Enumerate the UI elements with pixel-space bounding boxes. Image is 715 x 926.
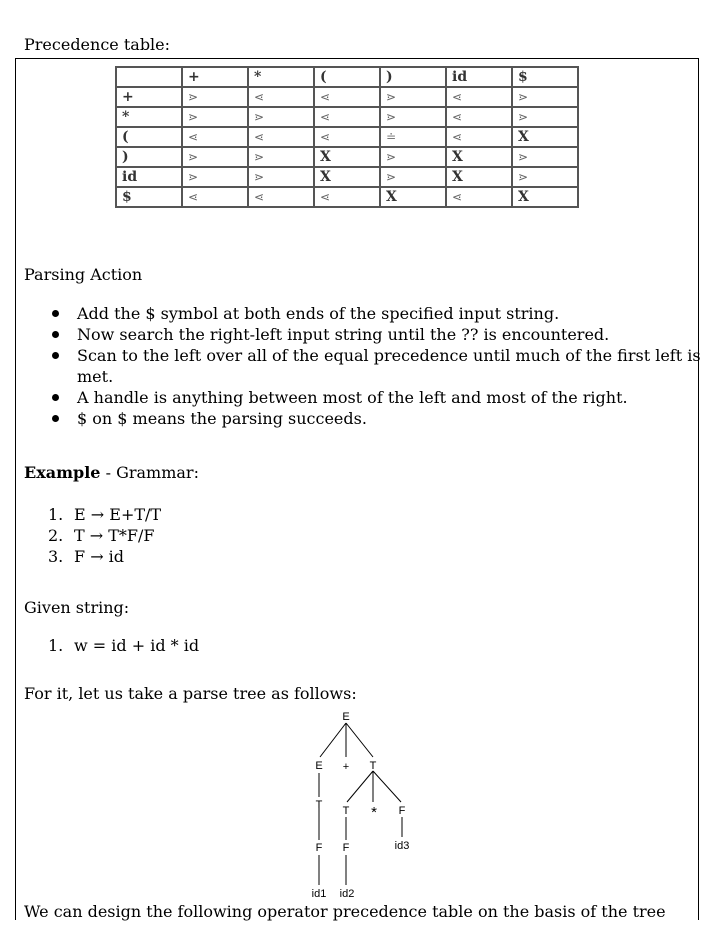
- table-row: [116, 107, 578, 127]
- given-string: w = id + id * id: [74, 636, 200, 655]
- tree-node-f: F: [315, 842, 323, 854]
- bottom-paragraph: We can design the following operator precedence table on the basis of the tree: [24, 902, 666, 921]
- table-cell: ⋗: [512, 147, 578, 167]
- table-row: [116, 167, 578, 187]
- tree-node-f: F: [398, 805, 406, 817]
- table-cell: ⋖: [314, 127, 380, 147]
- list-item: Now search the right-left input string until the ?? is encountered.: [77, 324, 715, 345]
- table-cell: *: [248, 67, 314, 87]
- table-cell: ⋗: [182, 87, 248, 107]
- list-number: 1.: [48, 636, 64, 655]
- table-cell: (: [116, 127, 182, 147]
- table-cell: ⋖: [446, 187, 512, 207]
- tree-leaf-id2: id2: [339, 888, 355, 900]
- table-cell: ⋗: [512, 87, 578, 107]
- precedence-table: [115, 66, 579, 208]
- tree-node-plus: +: [342, 761, 350, 773]
- list-item: Scan to the left over all of the equal precedence until much of the first left is met.: [77, 345, 715, 387]
- table-cell: ): [380, 67, 446, 87]
- table-cell: ⋗: [380, 147, 446, 167]
- table-cell: ⋖: [248, 187, 314, 207]
- tree-node-t: T: [315, 799, 323, 811]
- tree-edge: [347, 771, 373, 802]
- table-cell: $: [116, 187, 182, 207]
- tree-node-t: T: [369, 760, 377, 772]
- parsing-action-list: [52, 303, 715, 429]
- tree-node-root: E: [342, 711, 350, 723]
- grammar-rule: F → id: [74, 547, 125, 566]
- list-number: 3.: [48, 547, 64, 566]
- table-cell: X: [446, 167, 512, 187]
- list-item: [48, 546, 161, 567]
- table-cell: ⋖: [446, 127, 512, 147]
- table-cell: ⋗: [512, 107, 578, 127]
- example-rest: - Grammar:: [100, 463, 199, 482]
- table-cell: X: [512, 187, 578, 207]
- list-number: 1.: [48, 505, 64, 524]
- tree-node-f: F: [342, 842, 350, 854]
- table-cell: *: [116, 107, 182, 127]
- table-cell: ⋖: [248, 127, 314, 147]
- table-cell: ⋖: [314, 87, 380, 107]
- list-number: 2.: [48, 526, 64, 545]
- table-cell: (: [314, 67, 380, 87]
- table-cell: ⋗: [380, 167, 446, 187]
- table-cell: id: [446, 67, 512, 87]
- table-cell: ⋗: [248, 107, 314, 127]
- table-cell: ⋗: [248, 147, 314, 167]
- table-cell: ): [116, 147, 182, 167]
- tree-node-e: E: [315, 760, 323, 772]
- table-cell: $: [512, 67, 578, 87]
- table-cell: X: [446, 147, 512, 167]
- parse-tree-intro: For it, let us take a parse tree as follows:: [24, 684, 357, 703]
- table-row: [116, 127, 578, 147]
- table-header-row: [116, 67, 578, 87]
- tree-edge: [373, 771, 401, 802]
- example-heading: [24, 463, 199, 482]
- grammar-list: [48, 504, 161, 567]
- table-cell: id: [116, 167, 182, 187]
- tree-edge: [346, 723, 373, 757]
- table-cell: ⋖: [314, 107, 380, 127]
- table-cell: ≐: [380, 127, 446, 147]
- tree-leaf-id3: id3: [394, 840, 410, 852]
- parsing-action-heading: Parsing Action: [24, 265, 143, 284]
- table-cell: ⋗: [380, 87, 446, 107]
- table-cell: ⋖: [182, 127, 248, 147]
- table-cell: ⋖: [182, 187, 248, 207]
- table-cell: X: [512, 127, 578, 147]
- list-item: Add the $ symbol at both ends of the specified input string.: [77, 303, 715, 324]
- grammar-rule: E → E+T/T: [74, 505, 162, 524]
- table-cell: X: [314, 167, 380, 187]
- list-item: [48, 525, 161, 546]
- table-cell: ⋗: [182, 107, 248, 127]
- given-string-heading: Given string:: [24, 598, 130, 617]
- list-item: $ on $ means the parsing succeeds.: [77, 408, 715, 429]
- table-row: [116, 187, 578, 207]
- parse-tree: [290, 705, 440, 901]
- tree-node-t: T: [342, 805, 350, 817]
- list-item: A handle is anything between most of the left and most of the right.: [77, 387, 715, 408]
- table-row: [116, 147, 578, 167]
- table-cell: +: [182, 67, 248, 87]
- table-cell: ⋖: [314, 187, 380, 207]
- tree-node-star: *: [371, 804, 377, 821]
- tree-edge: [320, 723, 346, 757]
- table-cell: ⋗: [380, 107, 446, 127]
- table-cell: +: [116, 87, 182, 107]
- page-title: Precedence table:: [24, 35, 171, 54]
- example-label: Example: [24, 463, 101, 482]
- table-cell: [116, 67, 182, 87]
- table-row: [116, 87, 578, 107]
- table-cell: ⋖: [446, 87, 512, 107]
- table-cell: X: [314, 147, 380, 167]
- table-cell: ⋗: [512, 167, 578, 187]
- table-cell: ⋖: [248, 87, 314, 107]
- grammar-rule: T → T*F/F: [74, 526, 155, 545]
- tree-leaf-id1: id1: [311, 888, 327, 900]
- table-cell: ⋗: [182, 167, 248, 187]
- table-cell: ⋗: [182, 147, 248, 167]
- table-cell: ⋖: [446, 107, 512, 127]
- list-item: [48, 504, 161, 525]
- given-string-item: [48, 636, 199, 655]
- table-cell: X: [380, 187, 446, 207]
- table-cell: ⋗: [248, 167, 314, 187]
